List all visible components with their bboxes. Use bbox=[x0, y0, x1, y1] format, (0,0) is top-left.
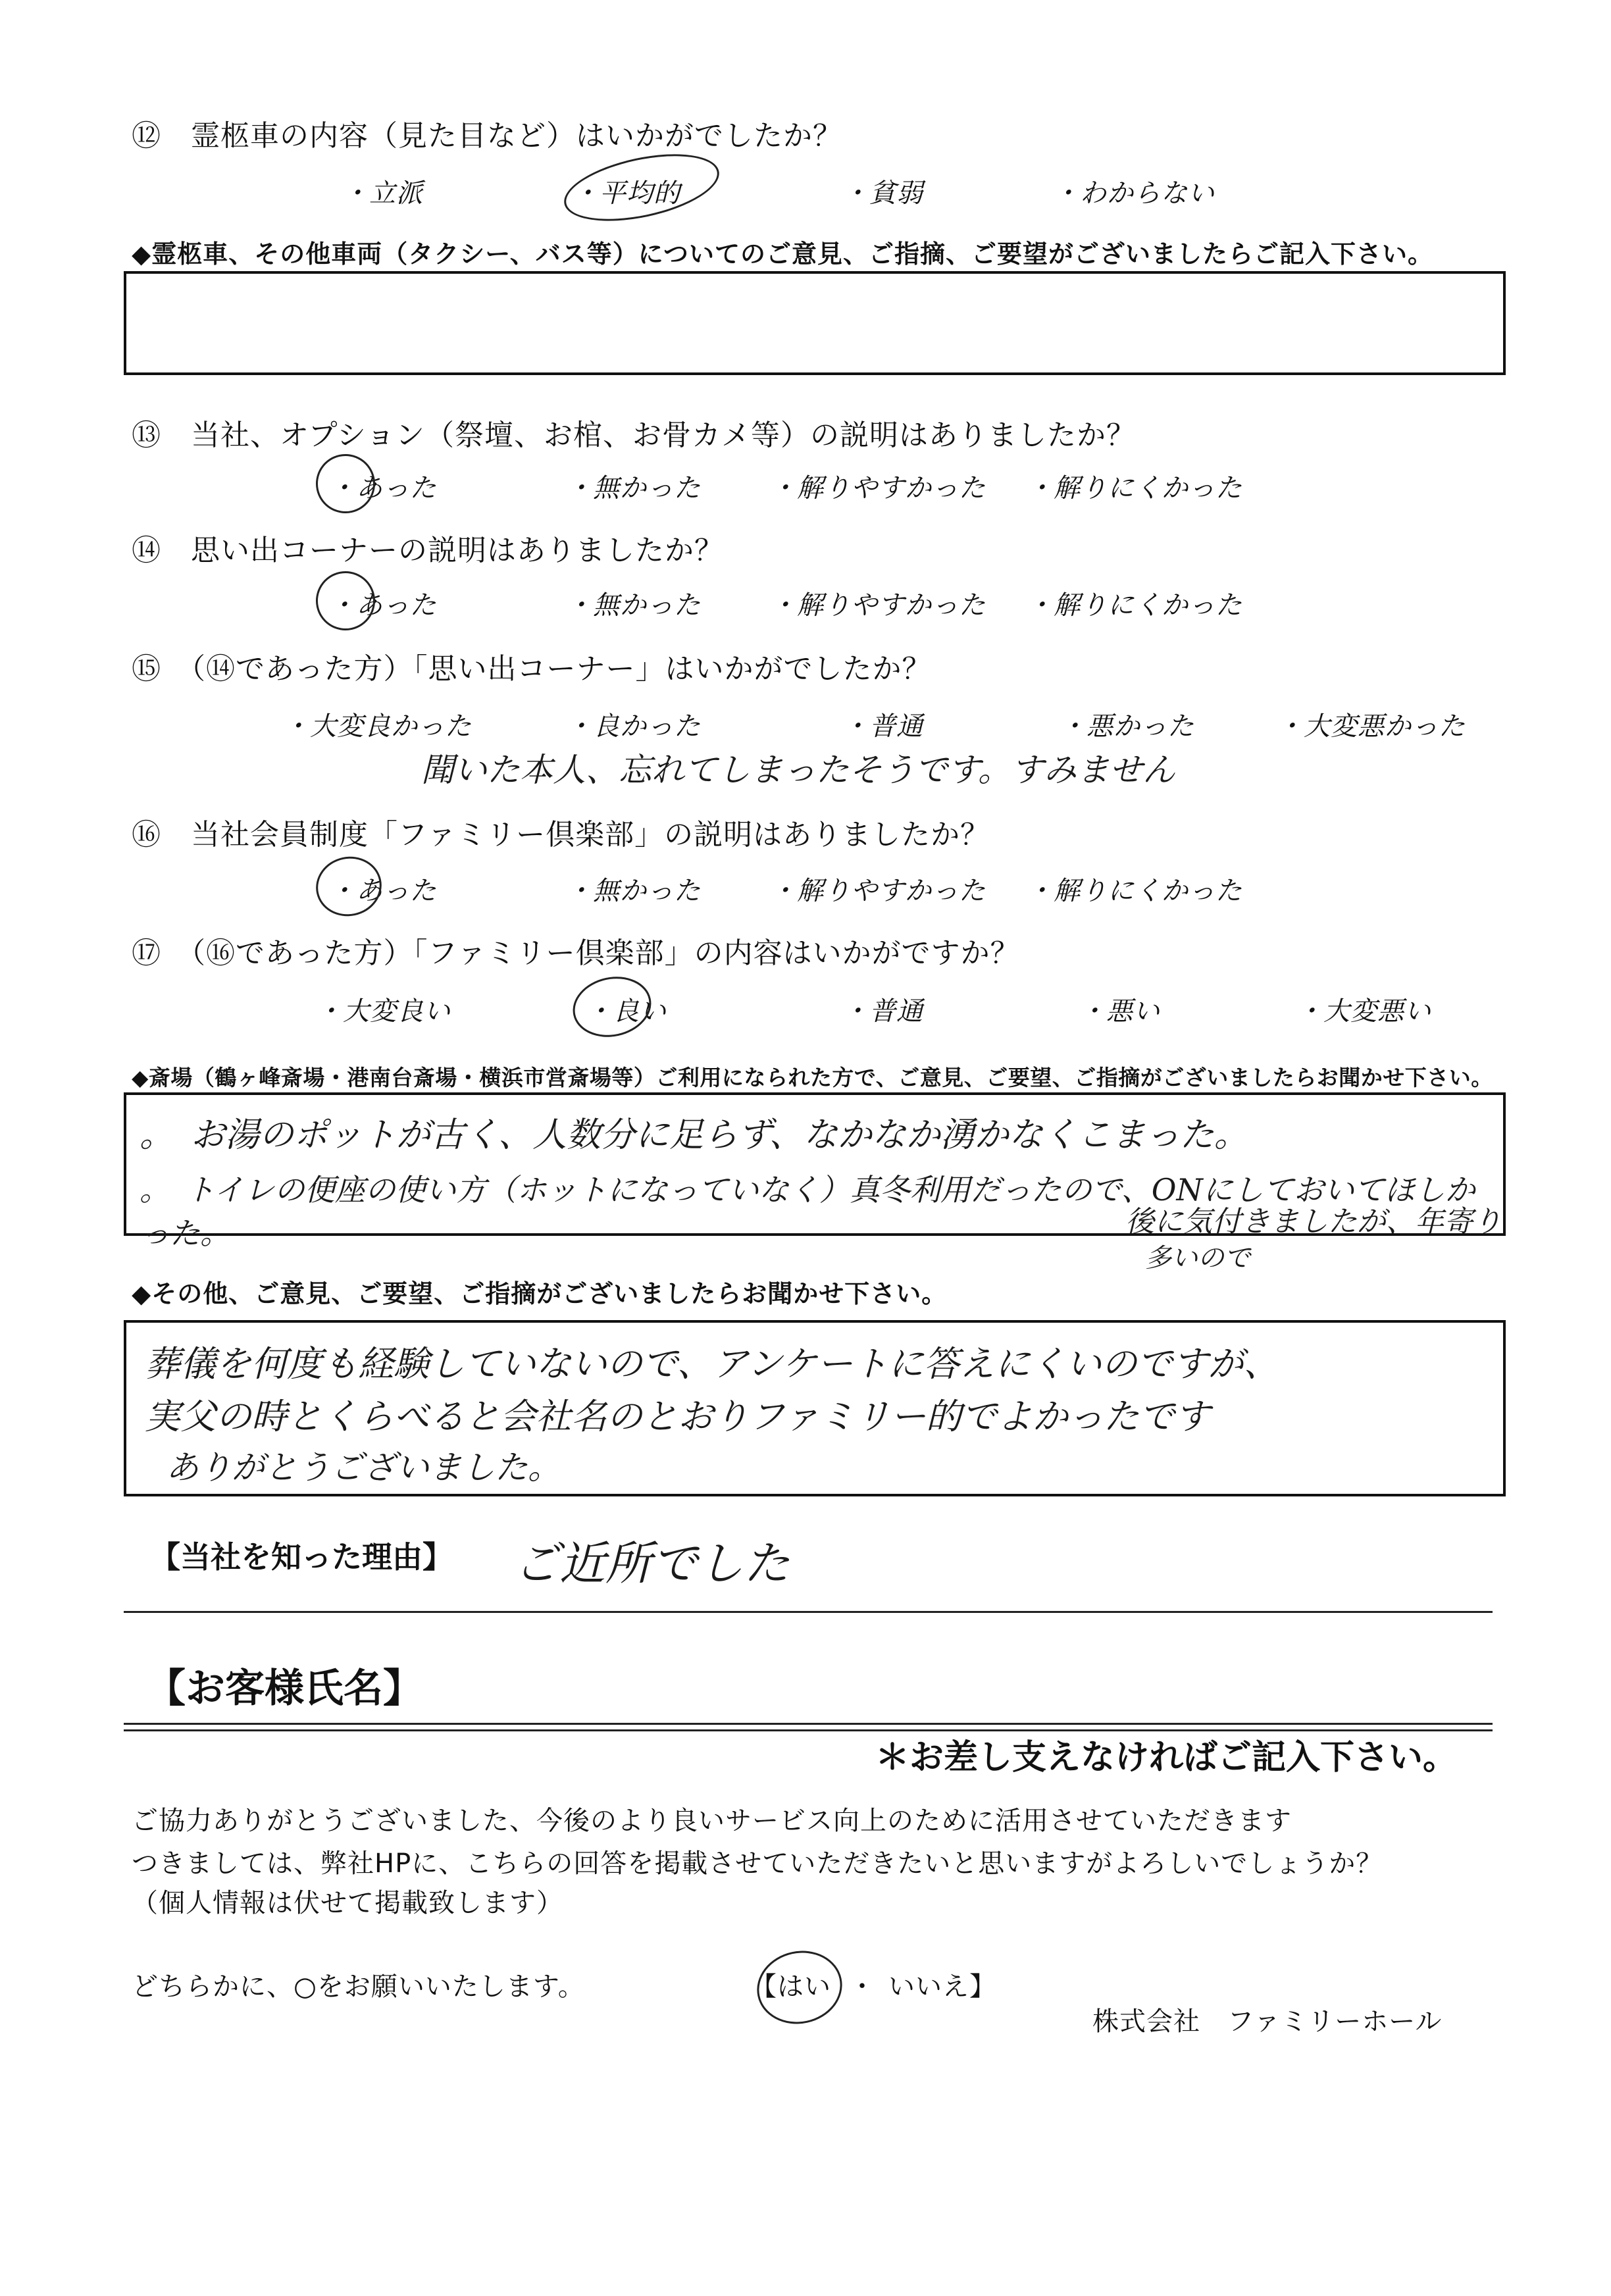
other-comment-line: 実父の時とくらべると会社名のとおりファミリー的でよかったです bbox=[145, 1396, 1210, 1437]
selection-circle bbox=[311, 449, 381, 519]
customer-name-line bbox=[124, 1723, 1493, 1725]
q13-label: ⑬ 当社、オプション（祭壇、お棺、お骨カメ等）の説明はありましたか？ bbox=[132, 419, 1137, 452]
selection-circle bbox=[311, 566, 381, 636]
q15-option-warukatta[interactable]: ・悪かった bbox=[1060, 711, 1194, 742]
q17-option-futsuu[interactable]: ・普通 bbox=[842, 996, 923, 1027]
q15-option-yokatta[interactable]: ・良かった bbox=[566, 711, 701, 742]
q14-label: ⑭ 思い出コーナーの説明はありましたか？ bbox=[132, 534, 724, 567]
crematorium-comment-line: 。 お湯のポットが古く、人数分に足らず、なかなか湧かなくこまった。 bbox=[140, 1115, 1248, 1155]
q12-option-rippa[interactable]: ・立派 bbox=[342, 178, 423, 209]
q15-handwritten-note: 聞いた本人、忘れてしまったそうです。すみません bbox=[421, 751, 1175, 789]
q12-option-wakaranai[interactable]: ・わからない bbox=[1053, 178, 1215, 209]
other-comment-line: ありがとうございました。 bbox=[166, 1448, 561, 1487]
other-comment-line: 葬儀を何度も経験していないので、アンケートに答えにくいのですが、 bbox=[145, 1343, 1279, 1385]
q15-option-taihen-yokatta[interactable]: ・大変良かった bbox=[283, 711, 472, 742]
q16-label: ⑯ 当社会員制度「ファミリー倶楽部」の説明はありましたか？ bbox=[132, 818, 990, 852]
q14-option-nakatta[interactable]: ・無かった bbox=[566, 590, 701, 621]
reason-label: 【当社を知った理由】 bbox=[150, 1539, 453, 1575]
consent-separator: ・ bbox=[849, 1972, 876, 2002]
reason-underline bbox=[124, 1611, 1493, 1613]
q12-label: ⑫ 霊柩車の内容（見た目など）はいかがでしたか？ bbox=[132, 119, 842, 153]
q14-option-wakarinikukatta[interactable]: ・解りにくかった bbox=[1027, 590, 1242, 621]
footer-thanks: ご協力ありがとうございました、今後のより良いサービス向上のために活用させていただきます bbox=[132, 1806, 1292, 1836]
q15-option-taihen-warukatta[interactable]: ・大変悪かった bbox=[1277, 711, 1466, 742]
q16-option-atta[interactable]: ・あった bbox=[329, 876, 437, 906]
customer-name-note: ＊お差し支えなければご記入下さい。 bbox=[875, 1738, 1458, 1777]
other-comment-box[interactable] bbox=[124, 1320, 1506, 1496]
q17-label: ⑰ （⑯であった方）「ファミリー倶楽部」の内容はいかがですか？ bbox=[132, 936, 1020, 970]
q15-label: ⑮ （⑭であった方）「思い出コーナー」はいかがでしたか？ bbox=[132, 652, 932, 686]
q13-option-wakarinikukatta[interactable]: ・解りにくかった bbox=[1027, 473, 1242, 503]
footer-request: つきましては、弊社HPに、こちらの回答を掲載させていただきたいと思いますがよろしいでしょうか？ bbox=[132, 1849, 1383, 1879]
q13-option-atta[interactable]: ・あった bbox=[329, 473, 437, 503]
q15-option-futsuu[interactable]: ・普通 bbox=[842, 711, 923, 742]
q13-option-nakatta[interactable]: ・無かった bbox=[566, 473, 701, 503]
reason-value[interactable]: ご近所でした bbox=[513, 1537, 790, 1591]
q12-option-hinjaku[interactable]: ・貧弱 bbox=[842, 178, 923, 209]
selection-circle bbox=[750, 1943, 849, 2032]
crematorium-comment-note: 多いので bbox=[1145, 1243, 1250, 1273]
q14-option-wakariyasukatta[interactable]: ・解りやすかった bbox=[770, 590, 986, 621]
q16-option-wakariyasukatta[interactable]: ・解りやすかった bbox=[770, 876, 986, 906]
consent-prompt: どちらかに、○をお願いいたします。 bbox=[132, 1972, 585, 2002]
q12-option-heikinteki[interactable]: ・平均的 bbox=[573, 178, 680, 209]
q14-option-atta[interactable]: ・あった bbox=[329, 590, 437, 621]
crematorium-comment-note: 後に気付きましたが、年寄り bbox=[1125, 1205, 1502, 1238]
q13-option-wakariyasukatta[interactable]: ・解りやすかった bbox=[770, 473, 986, 503]
q17-option-warui[interactable]: ・悪い bbox=[1079, 996, 1160, 1027]
q17-option-taihen-yoi[interactable]: ・大変良い bbox=[316, 996, 451, 1027]
selection-circle bbox=[558, 142, 725, 233]
vehicle-comment-box[interactable] bbox=[124, 271, 1506, 375]
consent-no-option[interactable]: いいえ】 bbox=[888, 1972, 996, 2002]
selection-circle bbox=[311, 851, 388, 923]
other-comment-label: ◆その他、ご意見、ご要望、ご指摘がございましたらお聞かせ下さい。 bbox=[132, 1279, 948, 1308]
q16-option-wakarinikukatta[interactable]: ・解りにくかった bbox=[1027, 876, 1242, 906]
company-name: 株式会社 ファミリーホール bbox=[1092, 2006, 1443, 2037]
consent-yes-option[interactable]: 【はい bbox=[750, 1972, 831, 2002]
q16-option-nakatta[interactable]: ・無かった bbox=[566, 876, 701, 906]
vehicle-comment-label: ◆霊柩車、その他車両（タクシー、バス等）についてのご意見、ご指摘、ご要望がございましたらご記入下さい。 bbox=[132, 240, 1433, 268]
footer-privacy-note: （個人情報は伏せて掲載致します） bbox=[132, 1888, 563, 1918]
crematorium-comment-line: 。 トイレの便座の使い方（ホットになっていなく）真冬利用だったので、ONにしておいてほしかった。 bbox=[140, 1172, 1475, 1251]
selection-circle bbox=[567, 970, 657, 1044]
customer-name-label: 【お客様氏名】 bbox=[146, 1666, 422, 1712]
crematorium-comment-label: ◆斎場（鶴ヶ峰斎場・港南台斎場・横浜市営斎場等）ご利用になられた方で、ご意見、ご要望、ご指摘がございましたらお聞かせ下さい。 bbox=[132, 1065, 1493, 1090]
q17-option-yoi[interactable]: ・良い bbox=[586, 996, 667, 1027]
q17-option-taihen-warui[interactable]: ・大変悪い bbox=[1296, 996, 1431, 1027]
